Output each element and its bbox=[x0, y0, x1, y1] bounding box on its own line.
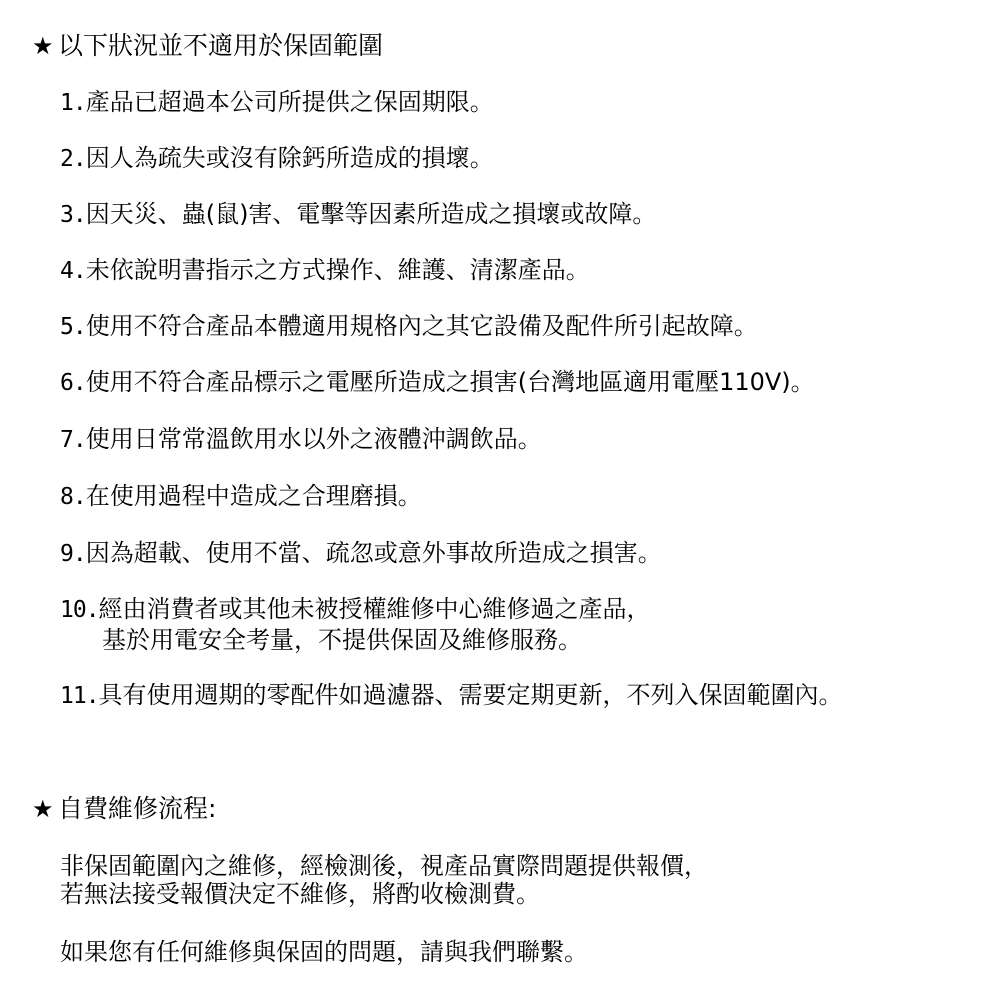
item-number: 1. bbox=[60, 90, 86, 116]
item-text: 因為超載、使用不當、疏忽或意外事故所造成之損害。 bbox=[85, 539, 662, 567]
item-text: 使用不符合產品本體適用規格內之其它設備及配件所引起故障。 bbox=[85, 312, 758, 340]
item-text: 因天災、蟲(鼠)害、電擊等因素所造成之損壞或故障。 bbox=[85, 200, 657, 228]
item-text: 在使用過程中造成之合理磨損。 bbox=[85, 482, 422, 510]
contact-note: 如果您有任何維修與保固的問題，請與我們聯繫。 bbox=[60, 938, 588, 966]
exclusions-title: 以下狀況並不適用於保固範圍 bbox=[58, 31, 384, 60]
item-text: 產品已超過本公司所提供之保固期限。 bbox=[85, 88, 494, 116]
list-item bbox=[60, 367, 815, 398]
item-text: 使用不符合產品標示之電壓所造成之損害(台灣地區適用電壓110V)。 bbox=[85, 368, 815, 396]
paragraph-line: 若無法接受報價決定不維修，將酌收檢測費。 bbox=[60, 880, 540, 908]
item-number: 3. bbox=[60, 202, 86, 228]
list-item bbox=[60, 481, 422, 512]
item-number: 2. bbox=[60, 146, 86, 172]
repair-process-title: 自費維修流程: bbox=[58, 794, 217, 823]
list-item bbox=[60, 538, 662, 569]
list-item bbox=[60, 143, 494, 174]
paragraph-line: 非保固範圍內之維修，經檢測後，視產品實際問題提供報價， bbox=[60, 852, 708, 880]
item-number: 11. bbox=[60, 683, 99, 709]
list-item bbox=[60, 255, 590, 286]
item-number: 8. bbox=[60, 484, 86, 510]
item-number: 10. bbox=[60, 597, 99, 623]
exclusions-heading bbox=[32, 31, 383, 61]
star-icon: ★ bbox=[32, 32, 54, 60]
item-text: 未依說明書指示之方式操作、維護、清潔產品。 bbox=[85, 256, 590, 284]
item-number: 9. bbox=[60, 541, 86, 567]
list-item bbox=[60, 87, 494, 118]
star-icon: ★ bbox=[32, 795, 54, 823]
item-text: 使用日常常溫飲用水以外之液體沖調飲品。 bbox=[85, 425, 542, 453]
item-number: 6. bbox=[60, 370, 86, 396]
list-item bbox=[60, 594, 651, 655]
item-text: 具有使用週期的零配件如過濾器、需要定期更新，不列入保固範圍內。 bbox=[98, 681, 843, 709]
item-text-continuation: 基於用電安全考量，不提供保固及維修服務。 bbox=[102, 626, 582, 654]
item-text: 因人為疏失或沒有除鈣所造成的損壞。 bbox=[85, 144, 494, 172]
item-number: 5. bbox=[60, 314, 86, 340]
repair-process-heading bbox=[32, 794, 216, 824]
list-item bbox=[60, 424, 542, 455]
item-text: 經由消費者或其他未被授權維修中心維修過之產品， bbox=[98, 595, 651, 623]
item-number: 4. bbox=[60, 258, 86, 284]
item-number: 7. bbox=[60, 427, 86, 453]
list-item bbox=[60, 680, 843, 711]
list-item bbox=[60, 199, 656, 230]
repair-process-paragraph bbox=[60, 852, 708, 908]
list-item bbox=[60, 311, 758, 342]
